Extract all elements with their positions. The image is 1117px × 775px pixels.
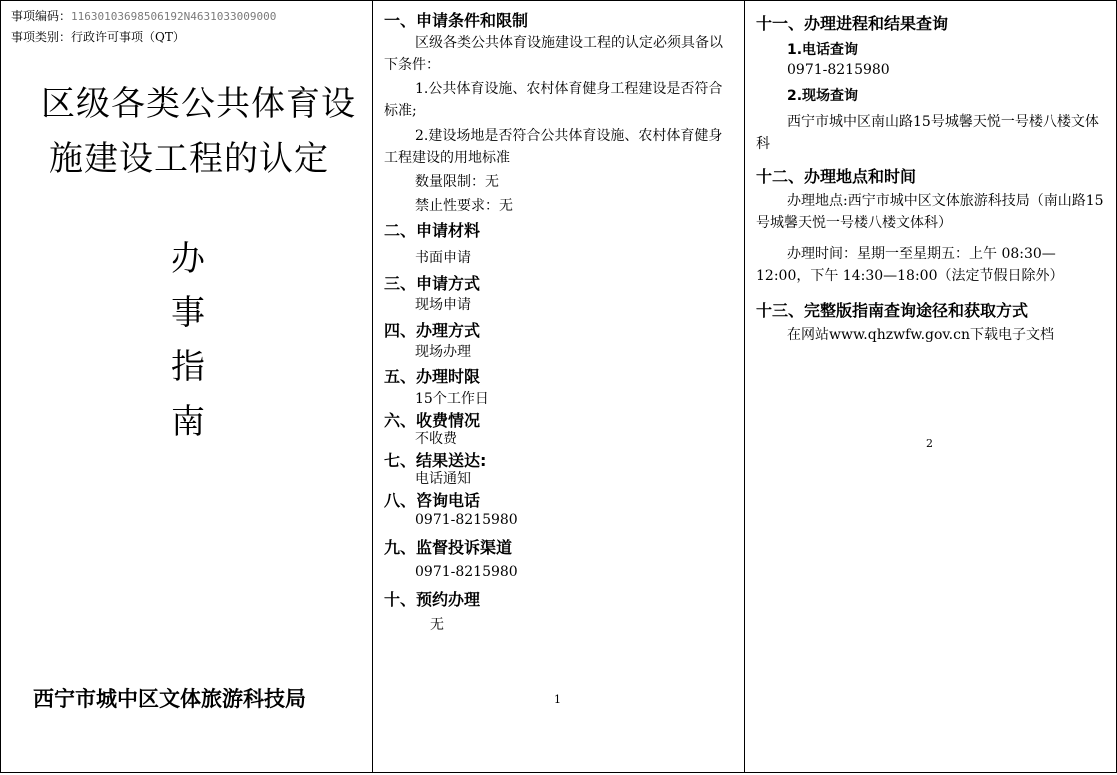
item-type-label: 事项类别： <box>11 30 72 44</box>
item-code-label: 事项编码： <box>11 9 72 23</box>
document-title <box>41 77 361 187</box>
section-7-text: 电话通知 <box>415 471 471 487</box>
page-number: 1 <box>554 693 561 706</box>
section-5-text: 15个工作日 <box>415 391 489 407</box>
section-11-phone: 0971-8215980 <box>787 62 890 78</box>
section-8-phone: 0971-8215980 <box>415 512 518 528</box>
section-11-onsite-address: 西宁市城中区南山路15号城馨天悦一号楼八楼文体科 <box>756 114 1099 152</box>
section-9-heading: 九、监督投诉渠道 <box>384 538 513 557</box>
page-1-panel <box>372 0 745 773</box>
section-6-text: 不收费 <box>415 431 457 447</box>
section-9-phone: 0971-8215980 <box>415 564 518 580</box>
item-type-line <box>11 28 185 46</box>
section-2-text: 书面申请 <box>415 250 471 266</box>
item-type-value: 行政许可事项（QT） <box>71 30 185 44</box>
section-4-text: 现场办理 <box>415 344 471 360</box>
section-10-heading: 十、预约办理 <box>384 590 481 609</box>
section-11-heading: 十一、办理进程和结果查询 <box>756 14 949 33</box>
section-1-quantity-limit: 数量限制：无 <box>415 174 499 190</box>
page-number: 2 <box>926 437 933 450</box>
section-1-prohibition: 禁止性要求：无 <box>415 198 513 214</box>
section-3-text: 现场申请 <box>415 297 471 313</box>
section-1-item-1: 1.公共体育设施、农村体育健身工程建设是否符合标准; <box>384 81 723 119</box>
item-code-value: 11630103698506192N4631033009000 <box>71 10 277 23</box>
section-6-heading: 六、收费情况 <box>384 411 481 430</box>
section-10-text: 无 <box>430 617 444 633</box>
section-3-heading: 三、申请方式 <box>384 274 481 293</box>
section-12-hours: 办理时间：星期一至星期五：上午 08:30—12:00，下午 14:30—18:00（法定节假日除外） <box>756 246 1064 284</box>
section-12-heading: 十二、办理地点和时间 <box>756 167 917 186</box>
section-11-onsite-subheading: 2.现场查询 <box>787 88 859 104</box>
page-2-panel <box>744 0 1117 773</box>
section-1-intro: 区级各类公共体育设施建设工程的认定必须具备以下条件： <box>384 35 723 73</box>
document-title-line1: 区级各类公共体育设 <box>41 84 356 124</box>
section-12-location: 办理地点:西宁市城中区文体旅游科技局（南山路15号城馨天悦一号楼八楼文体科） <box>756 193 1104 231</box>
document-title-line2: 施建设工程的认定 <box>49 139 329 179</box>
section-7-heading: 七、结果送达: <box>384 451 487 470</box>
section-1-item-2: 2.建设场地是否符合公共体育设施、农村体育健身工程建设的用地标准 <box>384 128 723 166</box>
item-code-line <box>11 7 276 26</box>
guide-char-1: 办 <box>171 239 205 279</box>
section-13-text: 在网站www.qhzwfw.gov.cn下载电子文档 <box>787 327 1054 343</box>
section-4-heading: 四、办理方式 <box>384 321 481 340</box>
section-1-heading: 一、申请条件和限制 <box>384 11 529 30</box>
section-2-heading: 二、申请材料 <box>384 221 481 240</box>
section-5-heading: 五、办理时限 <box>384 367 481 386</box>
guide-char-4: 南 <box>171 402 205 442</box>
section-11-phone-subheading: 1.电话查询 <box>787 42 859 58</box>
issuing-authority: 西宁市城中区文体旅游科技局 <box>33 687 306 711</box>
guide-char-3: 指 <box>171 347 205 387</box>
section-13-heading: 十三、完整版指南查询途径和获取方式 <box>756 301 1029 320</box>
section-8-heading: 八、咨询电话 <box>384 491 481 510</box>
cover-panel <box>0 0 373 773</box>
guide-char-2: 事 <box>171 293 205 333</box>
